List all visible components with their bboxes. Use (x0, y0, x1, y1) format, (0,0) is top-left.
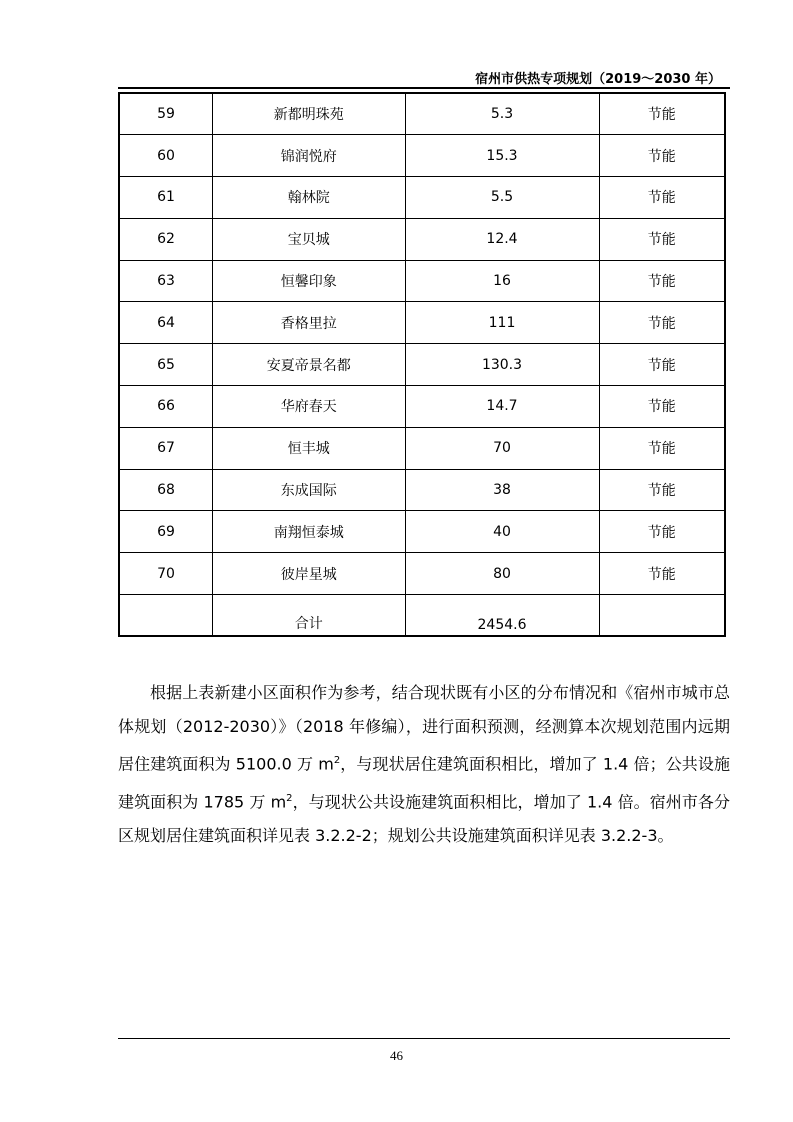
total-empty-cell (119, 595, 212, 637)
row-number: 62 (119, 218, 212, 260)
table-row (119, 93, 725, 135)
row-number: 66 (119, 386, 212, 428)
table-total-row (119, 595, 725, 637)
table-row (119, 302, 725, 344)
project-name: 安夏帝景名都 (212, 344, 405, 386)
project-name: 南翔恒泰城 (212, 511, 405, 553)
row-number: 70 (119, 553, 212, 595)
table-row (119, 135, 725, 177)
paragraph-part-1: 根据上表新建小区面积作为参考，结合现状既有小区的分布情况和《宿州市城市总体规划（2012-2030）》（2018 年修编），进行面积预测，经测算本次规划范围内远期居住建筑面积为 5100.0 万 m (118, 683, 730, 774)
building-area: 80 (405, 553, 599, 595)
total-label: 合计 (212, 595, 405, 637)
project-name: 华府春天 (212, 386, 405, 428)
row-number: 67 (119, 427, 212, 469)
table-row (119, 386, 725, 428)
row-number: 69 (119, 511, 212, 553)
footer-divider (118, 1038, 730, 1039)
table-row (119, 427, 725, 469)
building-type: 节能 (599, 386, 725, 428)
building-type: 节能 (599, 302, 725, 344)
page-number: 46 (390, 1048, 403, 1063)
project-name: 香格里拉 (212, 302, 405, 344)
building-type: 节能 (599, 93, 725, 135)
building-area: 40 (405, 511, 599, 553)
header-divider (118, 87, 730, 89)
table-row (119, 177, 725, 219)
table-row (119, 344, 725, 386)
building-area: 15.3 (405, 135, 599, 177)
building-type: 节能 (599, 553, 725, 595)
row-number: 64 (119, 302, 212, 344)
row-number: 65 (119, 344, 212, 386)
building-type: 节能 (599, 427, 725, 469)
row-number: 63 (119, 260, 212, 302)
building-area: 5.5 (405, 177, 599, 219)
building-area: 70 (405, 427, 599, 469)
row-number: 61 (119, 177, 212, 219)
project-name: 东成国际 (212, 469, 405, 511)
paragraph-part-3: ，与现状公共设施建筑面积相比，增加了 1.4 倍。宿州市各分区规划居住建筑面积详见表 3.2.2-2；规划公共设施建筑面积详见表 3.2.2-3。 (118, 792, 730, 846)
building-type: 节能 (599, 511, 725, 553)
table-row (119, 469, 725, 511)
residential-area-table (118, 92, 726, 637)
project-name: 宝贝城 (212, 218, 405, 260)
document-header-title: 宿州市供热专项规划（2019～2030 年） (475, 72, 721, 87)
table-row (119, 260, 725, 302)
building-area: 16 (405, 260, 599, 302)
building-area: 14.7 (405, 386, 599, 428)
building-area: 5.3 (405, 93, 599, 135)
project-name: 锦润悦府 (212, 135, 405, 177)
superscript-2: 2 (286, 792, 293, 804)
row-number: 59 (119, 93, 212, 135)
project-name: 翰林院 (212, 177, 405, 219)
paragraph-text (118, 676, 730, 854)
building-type: 节能 (599, 344, 725, 386)
building-area: 130.3 (405, 344, 599, 386)
total-empty-cell (599, 595, 725, 637)
project-name: 彼岸星城 (212, 553, 405, 595)
project-name: 恒馨印象 (212, 260, 405, 302)
building-type: 节能 (599, 260, 725, 302)
building-type: 节能 (599, 135, 725, 177)
paragraph-part-2: ，与现状居住建筑面积相比，增加了 1.4 倍；公共设施建筑面积为 1785 万 m (118, 754, 730, 812)
building-type: 节能 (599, 177, 725, 219)
superscript-2: 2 (333, 755, 341, 767)
table-row (119, 553, 725, 595)
row-number: 60 (119, 135, 212, 177)
building-type: 节能 (599, 218, 725, 260)
total-value: 2454.6 (405, 595, 599, 637)
building-area: 111 (405, 302, 599, 344)
building-area: 12.4 (405, 218, 599, 260)
table-row (119, 218, 725, 260)
project-name: 新都明珠苑 (212, 93, 405, 135)
body-paragraph (118, 676, 730, 854)
building-type: 节能 (599, 469, 725, 511)
project-name: 恒丰城 (212, 427, 405, 469)
row-number: 68 (119, 469, 212, 511)
table-row (119, 511, 725, 553)
building-area: 38 (405, 469, 599, 511)
